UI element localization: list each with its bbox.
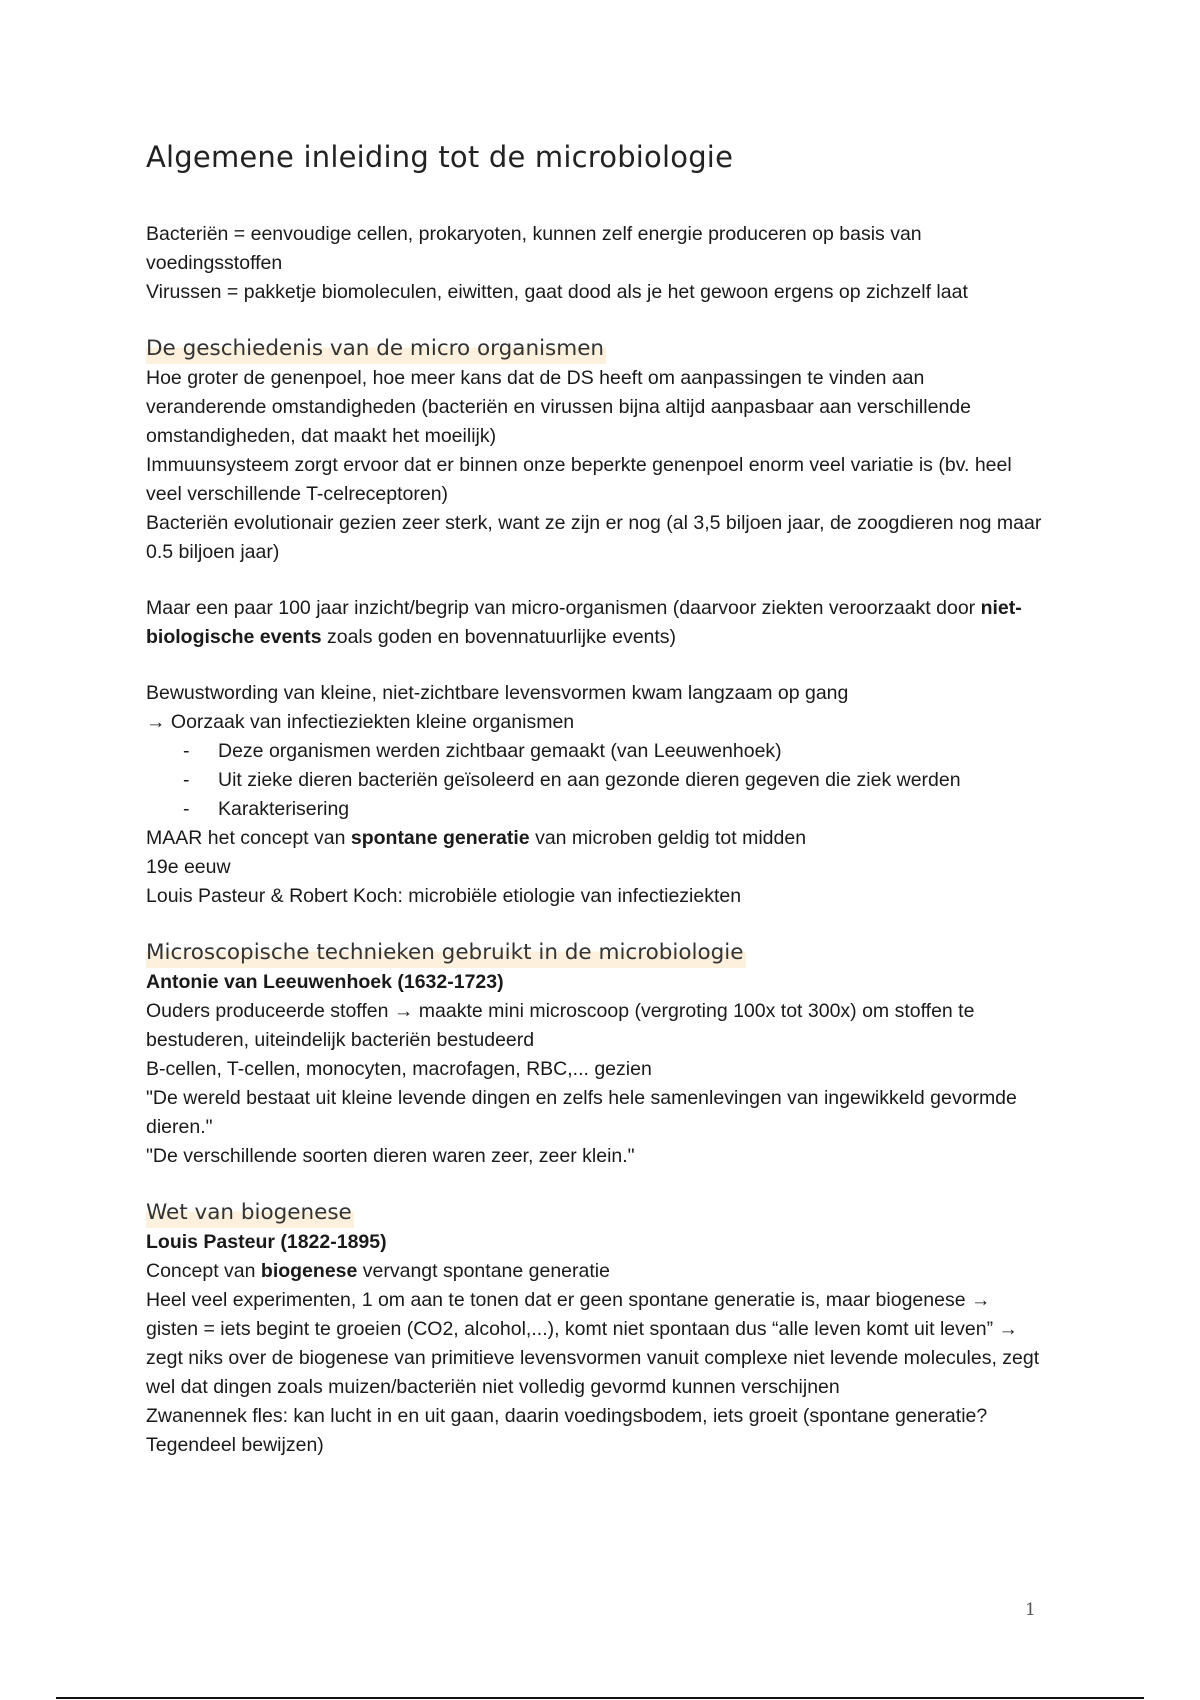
section-heading-microscopy: Microscopische technieken gebruikt in de microbiologie: [146, 938, 746, 968]
century-text: 19e eeuw: [146, 856, 231, 878]
intro-viruses: Virussen = pakketje biomoleculen, eiwitten, gaat dood als je het gewoon ergens op zichzelf laat: [146, 281, 968, 303]
list-item: - Deze organismen werden zichtbaar gemaakt (van Leeuwenhoek): [218, 737, 1046, 766]
page-bottom-divider: [56, 1697, 1144, 1699]
microscope-text: Ouders produceerde stoffen → maakte mini microscoop (vergroting 100x tot 300x) om stoffen te bestuderen, uiteindelijk bacteriën bestudeerd: [146, 1000, 975, 1051]
bold-term: spontane generatie: [350, 827, 530, 849]
history-para-1: [146, 364, 1046, 567]
immune-text: Immuunsysteem zorgt ervoor dat er binnen onze beperkte genenpoel enorm veel variatie is (bv. heel veel verschillende T-celreceptoren): [146, 454, 1012, 505]
spontaneous-text: MAAR het concept van spontane generatie van microben geldig tot midden: [146, 827, 807, 849]
insight-text: Maar een paar 100 jaar inzicht/begrip van micro-organismen (daarvoor ziekten veroorzaakt door niet-biologische events zoals goden en bovennatuurlijke events): [146, 597, 1022, 648]
cells-text: B-cellen, T-cellen, monocyten, macrofagen, RBC,... gezien: [146, 1058, 652, 1080]
biogenesis-block: [146, 1228, 1046, 1460]
microscopy-block: [146, 968, 1046, 1171]
page-number: 1: [1025, 1600, 1036, 1620]
cause-text: → Oorzaak van infectieziekten kleine organismen: [146, 711, 575, 733]
evolution-text: Bacteriën evolutionair gezien zeer sterk, want ze zijn er nog (al 3,5 biljoen jaar, de zoogdieren nog maar 0.5 biljoen jaar): [146, 512, 1042, 563]
swan-neck-text: Zwanennek fles: kan lucht in en uit gaan, daarin voedingsbodem, iets groeit (spontane generatie? Tegendeel bewijzen): [146, 1405, 988, 1456]
section-heading-biogenesis: Wet van biogenese: [146, 1198, 354, 1228]
document-content: [146, 140, 1046, 1487]
awareness-text: Bewustwording van kleine, niet-zichtbare levensvormen kwam langzaam op gang: [146, 682, 849, 704]
list-item: - Uit zieke dieren bacteriën geïsoleerd en aan gezonde dieren gegeven die ziek werden: [218, 766, 1046, 795]
history-para-3: [146, 679, 1046, 911]
bullet-list: [146, 737, 1046, 824]
list-item: - Karakterisering: [218, 795, 1046, 824]
intro-block: [146, 220, 1046, 307]
intro-bacteria: Bacteriën = eenvoudige cellen, prokaryoten, kunnen zelf energie produceren op basis van voedingsstoffen: [146, 223, 922, 274]
concept-text: Concept van biogenese vervangt spontane generatie: [146, 1260, 610, 1282]
pasteur-koch-text: Louis Pasteur & Robert Koch: microbiële etiologie van infectieziekten: [146, 885, 742, 907]
bold-term: niet-biologische events: [146, 597, 1022, 648]
genepool-text: Hoe groter de genenpoel, hoe meer kans dat de DS heeft om aanpassingen te vinden aan veranderende omstandigheden (bacteriën en virussen bijna altijd aanpasbaar aan verschillende omstandigheden, dat maakt het moeilijk): [146, 367, 971, 447]
experiments-text: Heel veel experimenten, 1 om aan te tonen dat er geen spontane generatie is, maar biogenese → gisten = iets begint te groeien (CO2, alcohol,...), komt niet spontaan dus “alle leven komt uit leven” → zegt niks over de biogenese van primitieve levensvormen vanuit complexe niet levende molecules, zegt wel dat dingen zoals muizen/bacteriën niet volledig gevormd kunnen verschijnen: [146, 1289, 1040, 1398]
pasteur-subheading: Louis Pasteur (1822-1895): [146, 1231, 387, 1253]
quote-1: "De wereld bestaat uit kleine levende dingen en zelfs hele samenlevingen van ingewikkeld gevormde dieren.": [146, 1087, 1017, 1138]
quote-2: "De verschillende soorten dieren waren zeer, zeer klein.": [146, 1145, 635, 1167]
leeuwenhoek-subheading: Antonie van Leeuwenhoek (1632-1723): [146, 971, 504, 993]
section-heading-history: De geschiedenis van de micro organismen: [146, 334, 606, 364]
page-title: Algemene inleiding tot de microbiologie: [146, 140, 734, 174]
history-para-2: [146, 594, 1046, 652]
bold-term: biogenese: [260, 1260, 358, 1282]
